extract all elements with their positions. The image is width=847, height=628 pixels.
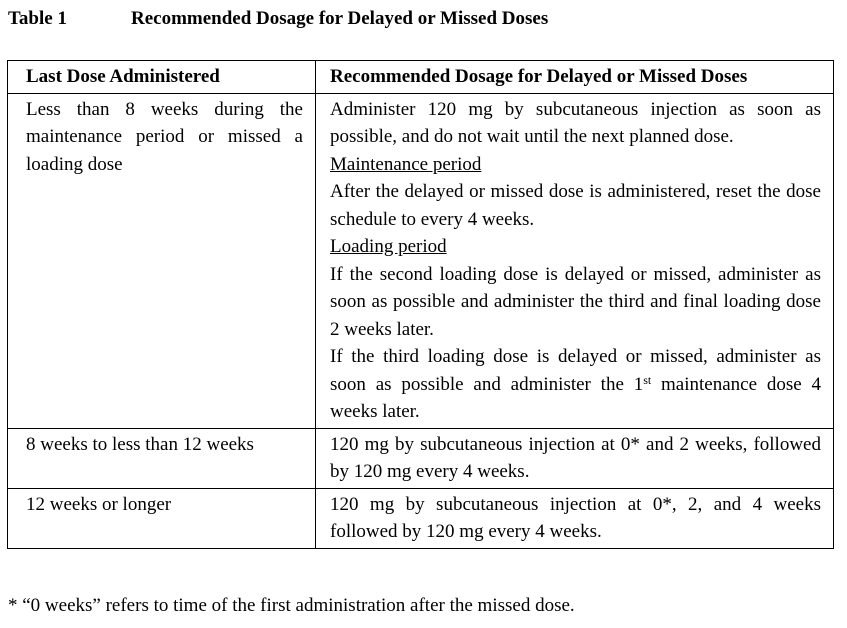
table-row	[8, 93, 834, 428]
table-header-row	[8, 61, 834, 94]
row3-recommendation: 120 mg by subcutaneous injection at 0*, 2, and 4 weeks followed by 120 mg every 4 weeks.	[316, 488, 834, 548]
table-row	[8, 488, 834, 548]
row1-intro: Administer 120 mg by subcutaneous injection as soon as possible, and do not wait until the next planned dose.	[330, 98, 821, 147]
dosage-table	[7, 60, 834, 549]
table-number: Table 1	[8, 8, 67, 29]
maintenance-period-heading: Maintenance period	[330, 153, 482, 175]
ordinal-superscript: st	[643, 372, 652, 387]
loading-period-text-2	[330, 343, 821, 426]
loading-text-2-prefix: If the third loading dose is delayed or missed, administer as soon as possible and administer the 1	[330, 346, 821, 395]
loading-period-text-1: If the second loading dose is delayed or missed, administer as soon as possible and administer the third and final loading dose 2 weeks later.	[330, 263, 821, 340]
row1-last-dose: Less than 8 weeks during the maintenance period or missed a loading dose	[8, 93, 316, 428]
loading-period-heading: Loading period	[330, 236, 447, 257]
table-row	[8, 428, 834, 488]
table-footnote: * “0 weeks” refers to time of the first administration after the missed dose.	[8, 595, 575, 616]
maintenance-period-text: After the delayed or missed dose is administered, reset the dose schedule to every 4 weeks.	[330, 181, 821, 230]
row1-recommendation	[316, 93, 834, 428]
table-caption	[8, 6, 548, 32]
header-recommended-dosage: Recommended Dosage for Delayed or Missed Doses	[316, 61, 834, 94]
row2-last-dose: 8 weeks to less than 12 weeks	[8, 428, 316, 488]
loading-text-2-suffix: maintenance dose 4 weeks later.	[330, 373, 821, 422]
table-title: Recommended Dosage for Delayed or Missed Doses	[131, 8, 549, 29]
row2-recommendation: 120 mg by subcutaneous injection at 0* and 2 weeks, followed by 120 mg every 4 weeks.	[316, 428, 834, 488]
row3-last-dose: 12 weeks or longer	[8, 488, 316, 548]
header-last-dose: Last Dose Administered	[8, 61, 316, 94]
